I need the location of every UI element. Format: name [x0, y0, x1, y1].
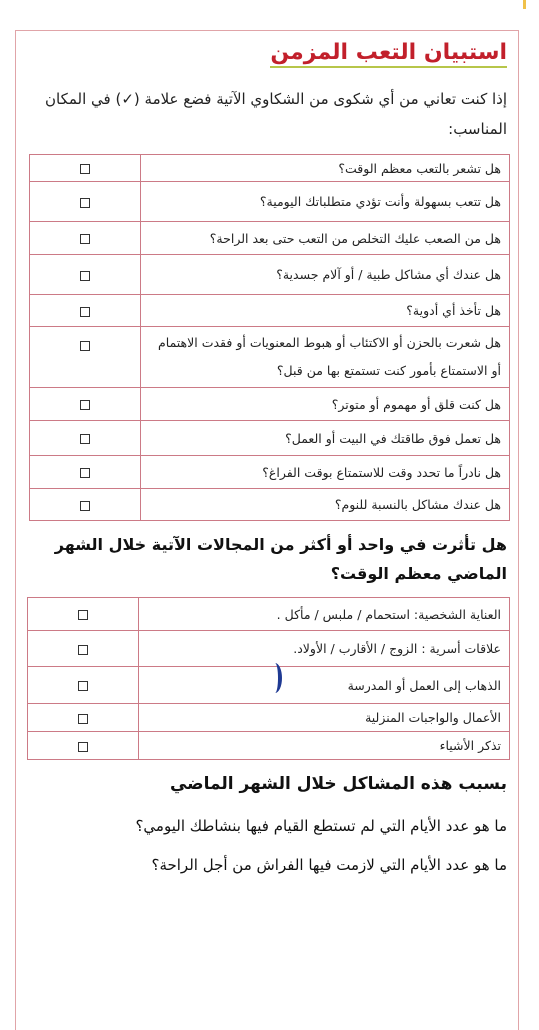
checkbox[interactable] — [80, 400, 90, 410]
table-row — [28, 704, 510, 732]
table-row — [28, 598, 510, 631]
checkbox[interactable] — [78, 742, 88, 752]
intro-instructions: إذا كنت تعاني من أي شكوى من الشكاوي الآتية فضع علامة (✓) في المكان المناسب: — [45, 90, 507, 138]
question-text: هل من الصعب عليك التخلص من التعب حتى بعد الراحة؟ — [141, 222, 510, 255]
table-row — [30, 327, 510, 388]
question-days-unable: ما هو عدد الأيام التي لم تستطع القيام فيها بنشاطك اليومي؟ — [135, 817, 507, 835]
domain-text: الذهاب إلى العمل أو المدرسة — [139, 667, 510, 704]
checkbox[interactable] — [80, 198, 90, 208]
table-row — [28, 732, 510, 760]
table-row — [30, 222, 510, 255]
table-row — [28, 631, 510, 667]
domain-text: تذكر الأشياء — [139, 732, 510, 760]
domain-text: العناية الشخصية: استحمام / ملبس / مأكل . — [139, 598, 510, 631]
page-title: استبيان التعب المزمن — [270, 40, 507, 68]
corner-accent — [523, 0, 526, 9]
checkbox[interactable] — [80, 307, 90, 317]
pen-mark — [268, 663, 282, 693]
table-row — [30, 456, 510, 489]
question-text: هل عندك مشاكل بالنسبة للنوم؟ — [141, 489, 510, 521]
checkbox[interactable] — [80, 468, 90, 478]
table-row — [30, 388, 510, 421]
table-row — [30, 255, 510, 295]
question-days-bedrest: ما هو عدد الأيام التي لازمت فيها الفراش من أجل الراحة؟ — [151, 856, 507, 874]
question-text: هل كنت قلق أو مهموم أو متوتر؟ — [141, 388, 510, 421]
question-text: هل نادراً ما تحدد وقت للاستمتاع بوقت الفراغ؟ — [141, 456, 510, 489]
question-text: هل تأخذ أي أدوية؟ — [141, 295, 510, 327]
checkbox[interactable] — [78, 610, 88, 620]
checkbox[interactable] — [80, 164, 90, 174]
question-text: هل تتعب بسهولة وأنت تؤدي متطلباتك اليومية؟ — [141, 182, 510, 222]
checkbox[interactable] — [80, 434, 90, 444]
section-heading-problems: بسبب هذه المشاكل خلال الشهر الماضي — [169, 774, 507, 794]
question-text: هل تعمل فوق طاقتك في البيت أو العمل؟ — [141, 421, 510, 456]
section-heading-domains: هل تأثرت في واحد أو أكثر من المجالات الآتية خلال الشهر الماضي معظم الوقت؟ — [54, 535, 507, 583]
question-text: هل شعرت بالحزن أو الاكتئاب أو هبوط المعنويات أو فقدت الاهتمام أو الاستمتاع بأمور كنت تستمتع بها من قبل؟ — [141, 327, 510, 388]
checkbox[interactable] — [78, 645, 88, 655]
table-row — [30, 421, 510, 456]
checkbox[interactable] — [80, 234, 90, 244]
table-row — [30, 155, 510, 182]
question-text: هل عندك أي مشاكل طبية / أو آلام جسدية؟ — [141, 255, 510, 295]
table-row — [30, 295, 510, 327]
complaints-table — [29, 154, 510, 521]
table-row — [30, 182, 510, 222]
checkbox[interactable] — [80, 271, 90, 281]
checkbox[interactable] — [78, 714, 88, 724]
question-text: هل تشعر بالتعب معظم الوقت؟ — [141, 155, 510, 182]
table-row — [30, 489, 510, 521]
domain-text: الأعمال والواجبات المنزلية — [139, 704, 510, 732]
checkbox[interactable] — [80, 501, 90, 511]
checkbox[interactable] — [80, 341, 90, 351]
checkbox[interactable] — [78, 681, 88, 691]
domain-text: علاقات أسرية : الزوج / الأقارب / الأولاد. — [139, 631, 510, 667]
